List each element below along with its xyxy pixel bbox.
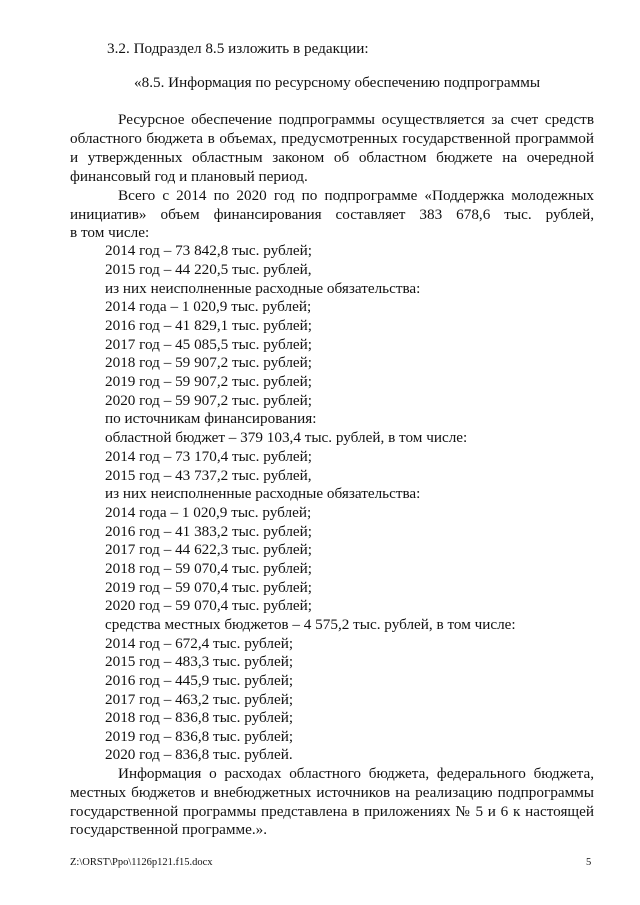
- para3-line-1: Информация о расходах областного бюджета, федерального бюджета,: [118, 765, 594, 782]
- list-item: 2014 года – 1 020,9 тыс. рублей;: [105, 504, 312, 521]
- para3-line-4: государственной программе.».: [70, 821, 268, 838]
- para3-line-2: местных бюджетов и внебюджетных источников на реализацию подпрограммы: [70, 784, 594, 801]
- list-item: 2015 год – 43 737,2 тыс. рублей,: [105, 467, 312, 484]
- para1-line-3: и утвержденных областным законом об областном бюджете на очередной: [70, 149, 594, 166]
- list-item: 2015 год – 483,3 тыс. рублей;: [105, 653, 294, 670]
- list-item: 2018 год – 59 070,4 тыс. рублей;: [105, 560, 313, 577]
- list-item: по источникам финансирования:: [105, 410, 317, 427]
- list-item: 2017 год – 44 622,3 тыс. рублей;: [105, 541, 313, 558]
- subsection-heading: «8.5. Информация по ресурсному обеспечению подпрограммы: [134, 74, 541, 91]
- list-item: 2014 год – 73 170,4 тыс. рублей;: [105, 448, 313, 465]
- list-item: 2018 год – 836,8 тыс. рублей;: [105, 709, 294, 726]
- list-item: 2014 год – 73 842,8 тыс. рублей;: [105, 242, 313, 259]
- list-item: областной бюджет – 379 103,4 тыс. рублей, в том числе:: [105, 429, 468, 446]
- para3-line-3: государственной программы представлена в приложениях № 5 и 6 к настоящей: [70, 803, 594, 820]
- para1-line-1: Ресурсное обеспечение подпрограммы осуществляется за счет средств: [118, 111, 594, 128]
- list-item: средства местных бюджетов – 4 575,2 тыс. рублей, в том числе:: [105, 616, 516, 633]
- para1-line-4: финансовый год и плановый период.: [70, 168, 308, 185]
- list-item: 2018 год – 59 907,2 тыс. рублей;: [105, 354, 313, 371]
- section-heading: 3.2. Подраздел 8.5 изложить в редакции:: [107, 40, 369, 57]
- list-item: 2016 год – 41 383,2 тыс. рублей;: [105, 523, 313, 540]
- list-item: 2015 год – 44 220,5 тыс. рублей,: [105, 261, 312, 278]
- list-item: 2016 год – 41 829,1 тыс. рублей;: [105, 317, 313, 334]
- para2-line-1: Всего с 2014 по 2020 год по подпрограмме «Поддержка молодежных: [118, 187, 594, 204]
- footer-file-path: Z:\ORST\Ppo\1126p121.f15.docx: [70, 857, 213, 868]
- para2-line-3: в том числе:: [70, 224, 150, 241]
- list-item: из них неисполненные расходные обязательства:: [105, 280, 421, 297]
- list-item: 2016 год – 445,9 тыс. рублей;: [105, 672, 294, 689]
- list-item: 2020 год – 59 070,4 тыс. рублей;: [105, 597, 313, 614]
- list-item: 2017 год – 463,2 тыс. рублей;: [105, 691, 294, 708]
- list-item: из них неисполненные расходные обязательства:: [105, 485, 421, 502]
- page-number: 5: [586, 857, 592, 868]
- list-item: 2017 год – 45 085,5 тыс. рублей;: [105, 336, 313, 353]
- list-item: 2019 год – 836,8 тыс. рублей;: [105, 728, 294, 745]
- list-item: 2019 год – 59 070,4 тыс. рублей;: [105, 579, 313, 596]
- para2-line-2: инициатив» объем финансирования составляет 383 678,6 тыс. рублей,: [70, 206, 594, 223]
- para1-line-2: областного бюджета в объемах, предусмотренных государственной программой: [70, 130, 594, 147]
- list-item: 2019 год – 59 907,2 тыс. рублей;: [105, 373, 313, 390]
- list-item: 2020 год – 836,8 тыс. рублей.: [105, 746, 293, 763]
- list-item: 2020 год – 59 907,2 тыс. рублей;: [105, 392, 313, 409]
- list-item: 2014 года – 1 020,9 тыс. рублей;: [105, 298, 312, 315]
- list-item: 2014 год – 672,4 тыс. рублей;: [105, 635, 294, 652]
